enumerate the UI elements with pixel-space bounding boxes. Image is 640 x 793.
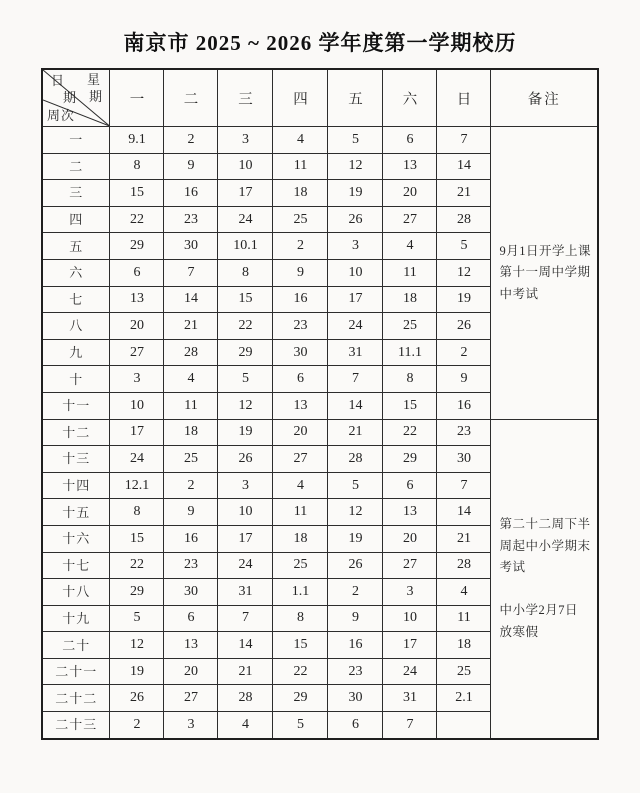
day-cell: 2 xyxy=(110,712,164,739)
day-cell: 18 xyxy=(383,286,437,313)
day-cell: 10.1 xyxy=(218,233,273,260)
day-cell: 12 xyxy=(218,392,273,419)
calendar-week-row xyxy=(42,127,598,154)
day-cell: 13 xyxy=(273,392,328,419)
day-cell: 14 xyxy=(218,632,273,659)
weekday-header-mon: 一 xyxy=(110,69,164,127)
corner-week-char-2: 期 xyxy=(88,89,102,104)
day-cell: 12 xyxy=(328,499,383,526)
week-number-cell: 二十二 xyxy=(42,685,110,712)
day-cell: 16 xyxy=(273,286,328,313)
remarks-header: 备注 xyxy=(491,69,598,127)
week-number-cell: 三 xyxy=(42,180,110,207)
day-cell: 8 xyxy=(218,259,273,286)
weekday-header-thu: 四 xyxy=(273,69,328,127)
day-cell: 9 xyxy=(328,605,383,632)
day-cell: 13 xyxy=(110,286,164,313)
day-cell: 2 xyxy=(164,472,218,499)
week-number-cell: 二十三 xyxy=(42,712,110,739)
day-cell: 20 xyxy=(273,419,328,446)
day-cell: 4 xyxy=(164,366,218,393)
day-cell: 19 xyxy=(328,525,383,552)
day-cell: 5 xyxy=(328,472,383,499)
day-cell: 28 xyxy=(437,206,491,233)
day-cell: 23 xyxy=(164,206,218,233)
day-cell: 23 xyxy=(437,419,491,446)
day-cell: 4 xyxy=(437,579,491,606)
day-cell: 18 xyxy=(273,525,328,552)
note-line: 第二十二周下半 xyxy=(499,517,591,532)
day-cell: 25 xyxy=(273,206,328,233)
week-number-cell: 五 xyxy=(42,233,110,260)
day-cell: 24 xyxy=(328,313,383,340)
corner-cell xyxy=(42,69,110,127)
day-cell: 10 xyxy=(218,499,273,526)
day-cell: 30 xyxy=(328,685,383,712)
day-cell: 26 xyxy=(328,206,383,233)
day-cell: 27 xyxy=(110,339,164,366)
day-cell: 8 xyxy=(383,366,437,393)
day-cell: 31 xyxy=(328,339,383,366)
day-cell: 31 xyxy=(218,579,273,606)
day-cell: 31 xyxy=(383,685,437,712)
week-number-cell: 四 xyxy=(42,206,110,233)
day-cell: 24 xyxy=(218,552,273,579)
header-row xyxy=(42,69,598,127)
day-cell: 22 xyxy=(218,313,273,340)
week-number-cell: 十二 xyxy=(42,419,110,446)
day-cell: 29 xyxy=(218,339,273,366)
day-cell: 1.1 xyxy=(273,579,328,606)
week-number-cell: 十一 xyxy=(42,392,110,419)
week-number-cell: 二十 xyxy=(42,632,110,659)
day-cell: 17 xyxy=(218,180,273,207)
day-cell: 21 xyxy=(437,525,491,552)
day-cell: 17 xyxy=(328,286,383,313)
day-cell: 19 xyxy=(110,658,164,685)
day-cell: 30 xyxy=(273,339,328,366)
day-cell: 3 xyxy=(328,233,383,260)
day-cell: 5 xyxy=(437,233,491,260)
note-line: 9月1日开学上课 xyxy=(499,243,591,258)
day-cell: 22 xyxy=(273,658,328,685)
day-cell: 4 xyxy=(218,712,273,739)
day-cell: 29 xyxy=(110,579,164,606)
remarks-note-cell xyxy=(491,419,598,739)
week-number-cell: 八 xyxy=(42,313,110,340)
day-cell: 14 xyxy=(437,153,491,180)
week-number-cell: 十八 xyxy=(42,579,110,606)
day-cell: 17 xyxy=(110,419,164,446)
day-cell: 3 xyxy=(383,579,437,606)
day-cell: 23 xyxy=(164,552,218,579)
weekday-header-sat: 六 xyxy=(383,69,437,127)
corner-row-label: 周次 xyxy=(46,108,75,123)
day-cell: 20 xyxy=(383,525,437,552)
day-cell: 14 xyxy=(328,392,383,419)
day-cell: 25 xyxy=(164,446,218,473)
day-cell: 5 xyxy=(328,127,383,154)
day-cell: 7 xyxy=(383,712,437,739)
day-cell: 6 xyxy=(164,605,218,632)
calendar-body xyxy=(42,127,598,739)
day-cell: 24 xyxy=(218,206,273,233)
day-cell: 16 xyxy=(164,525,218,552)
day-cell: 4 xyxy=(383,233,437,260)
day-cell: 13 xyxy=(164,632,218,659)
day-cell: 26 xyxy=(328,552,383,579)
note-line: 中小学2月7日 xyxy=(499,603,578,618)
day-cell: 8 xyxy=(110,153,164,180)
day-cell: 3 xyxy=(218,472,273,499)
week-number-cell: 十四 xyxy=(42,472,110,499)
calendar-week-row xyxy=(42,419,598,446)
day-cell: 8 xyxy=(273,605,328,632)
day-cell: 3 xyxy=(164,712,218,739)
day-cell: 8 xyxy=(110,499,164,526)
week-number-cell: 六 xyxy=(42,259,110,286)
day-cell: 22 xyxy=(110,552,164,579)
day-cell: 7 xyxy=(437,127,491,154)
day-cell: 16 xyxy=(437,392,491,419)
day-cell: 3 xyxy=(218,127,273,154)
day-cell: 27 xyxy=(383,552,437,579)
day-cell: 25 xyxy=(437,658,491,685)
day-cell: 18 xyxy=(437,632,491,659)
day-cell: 25 xyxy=(273,552,328,579)
day-cell: 5 xyxy=(273,712,328,739)
day-cell: 16 xyxy=(328,632,383,659)
day-cell: 22 xyxy=(383,419,437,446)
week-number-cell: 十 xyxy=(42,366,110,393)
day-cell: 5 xyxy=(218,366,273,393)
week-number-cell: 九 xyxy=(42,339,110,366)
day-cell: 6 xyxy=(110,259,164,286)
day-cell xyxy=(437,712,491,739)
week-number-cell: 二 xyxy=(42,153,110,180)
day-cell: 9 xyxy=(164,153,218,180)
day-cell: 17 xyxy=(218,525,273,552)
day-cell: 15 xyxy=(110,180,164,207)
day-cell: 12 xyxy=(110,632,164,659)
day-cell: 10 xyxy=(328,259,383,286)
note-line: 中考试 xyxy=(499,286,539,301)
day-cell: 6 xyxy=(273,366,328,393)
day-cell: 19 xyxy=(218,419,273,446)
day-cell: 6 xyxy=(383,127,437,154)
day-cell: 15 xyxy=(273,632,328,659)
day-cell: 4 xyxy=(273,127,328,154)
week-number-cell: 一 xyxy=(42,127,110,154)
day-cell: 16 xyxy=(164,180,218,207)
day-cell: 17 xyxy=(383,632,437,659)
day-cell: 29 xyxy=(383,446,437,473)
day-cell: 28 xyxy=(218,685,273,712)
day-cell: 24 xyxy=(383,658,437,685)
day-cell: 21 xyxy=(164,313,218,340)
day-cell: 18 xyxy=(273,180,328,207)
day-cell: 21 xyxy=(218,658,273,685)
day-cell: 10 xyxy=(218,153,273,180)
week-number-cell: 十三 xyxy=(42,446,110,473)
day-cell: 6 xyxy=(383,472,437,499)
day-cell: 11 xyxy=(164,392,218,419)
day-cell: 27 xyxy=(273,446,328,473)
day-cell: 30 xyxy=(437,446,491,473)
day-cell: 21 xyxy=(328,419,383,446)
weekday-header-wed: 三 xyxy=(218,69,273,127)
day-cell: 27 xyxy=(383,206,437,233)
week-number-cell: 七 xyxy=(42,286,110,313)
day-cell: 7 xyxy=(218,605,273,632)
day-cell: 30 xyxy=(164,233,218,260)
day-cell: 9 xyxy=(273,259,328,286)
day-cell: 20 xyxy=(164,658,218,685)
day-cell: 9 xyxy=(164,499,218,526)
calendar-page xyxy=(0,27,640,740)
day-cell: 12.1 xyxy=(110,472,164,499)
day-cell: 2 xyxy=(273,233,328,260)
day-cell: 12 xyxy=(328,153,383,180)
day-cell: 15 xyxy=(218,286,273,313)
day-cell: 21 xyxy=(437,180,491,207)
page-title: 南京市 2025 ~ 2026 学年度第一学期校历 xyxy=(123,31,517,55)
day-cell: 22 xyxy=(110,206,164,233)
day-cell: 11 xyxy=(273,153,328,180)
day-cell: 23 xyxy=(328,658,383,685)
day-cell: 20 xyxy=(110,313,164,340)
day-cell: 3 xyxy=(110,366,164,393)
day-cell: 20 xyxy=(383,180,437,207)
day-cell: 2.1 xyxy=(437,685,491,712)
day-cell: 12 xyxy=(437,259,491,286)
weekday-header-fri: 五 xyxy=(328,69,383,127)
day-cell: 15 xyxy=(383,392,437,419)
day-cell: 25 xyxy=(383,313,437,340)
day-cell: 14 xyxy=(164,286,218,313)
day-cell: 5 xyxy=(110,605,164,632)
day-cell: 28 xyxy=(328,446,383,473)
day-cell: 11 xyxy=(383,259,437,286)
day-cell: 13 xyxy=(383,499,437,526)
day-cell: 19 xyxy=(437,286,491,313)
corner-week-char-1: 星 xyxy=(86,72,100,87)
week-number-cell: 十七 xyxy=(42,552,110,579)
day-cell: 14 xyxy=(437,499,491,526)
day-cell: 11 xyxy=(437,605,491,632)
remarks-note-cell xyxy=(491,127,598,420)
day-cell: 28 xyxy=(437,552,491,579)
day-cell: 24 xyxy=(110,446,164,473)
note-line: 考试 xyxy=(499,560,526,575)
day-cell: 28 xyxy=(164,339,218,366)
day-cell: 27 xyxy=(164,685,218,712)
day-cell: 7 xyxy=(164,259,218,286)
day-cell: 11.1 xyxy=(383,339,437,366)
note-line xyxy=(499,579,591,601)
day-cell: 26 xyxy=(437,313,491,340)
day-cell: 19 xyxy=(328,180,383,207)
day-cell: 26 xyxy=(110,685,164,712)
weekday-header-sun: 日 xyxy=(437,69,491,127)
calendar-table xyxy=(41,68,599,740)
note-line: 第十一周中学期 xyxy=(499,265,591,280)
day-cell: 9 xyxy=(437,366,491,393)
day-cell: 2 xyxy=(328,579,383,606)
day-cell: 4 xyxy=(273,472,328,499)
day-cell: 30 xyxy=(164,579,218,606)
day-cell: 18 xyxy=(164,419,218,446)
week-number-cell: 二十一 xyxy=(42,658,110,685)
day-cell: 2 xyxy=(437,339,491,366)
week-number-cell: 十九 xyxy=(42,605,110,632)
week-number-cell: 十五 xyxy=(42,499,110,526)
day-cell: 15 xyxy=(110,525,164,552)
day-cell: 29 xyxy=(110,233,164,260)
day-cell: 29 xyxy=(273,685,328,712)
day-cell: 11 xyxy=(273,499,328,526)
day-cell: 13 xyxy=(383,153,437,180)
day-cell: 26 xyxy=(218,446,273,473)
day-cell: 7 xyxy=(437,472,491,499)
day-cell: 6 xyxy=(328,712,383,739)
day-cell: 7 xyxy=(328,366,383,393)
day-cell: 9.1 xyxy=(110,127,164,154)
day-cell: 2 xyxy=(164,127,218,154)
week-number-cell: 十六 xyxy=(42,525,110,552)
weekday-header-tue: 二 xyxy=(164,69,218,127)
corner-date-char-1: 日 xyxy=(50,73,64,88)
note-line: 放寒假 xyxy=(499,624,539,639)
day-cell: 10 xyxy=(110,392,164,419)
day-cell: 10 xyxy=(383,605,437,632)
day-cell: 23 xyxy=(273,313,328,340)
note-line: 周起中小学期末 xyxy=(499,538,591,553)
corner-date-char-2: 期 xyxy=(62,90,76,105)
